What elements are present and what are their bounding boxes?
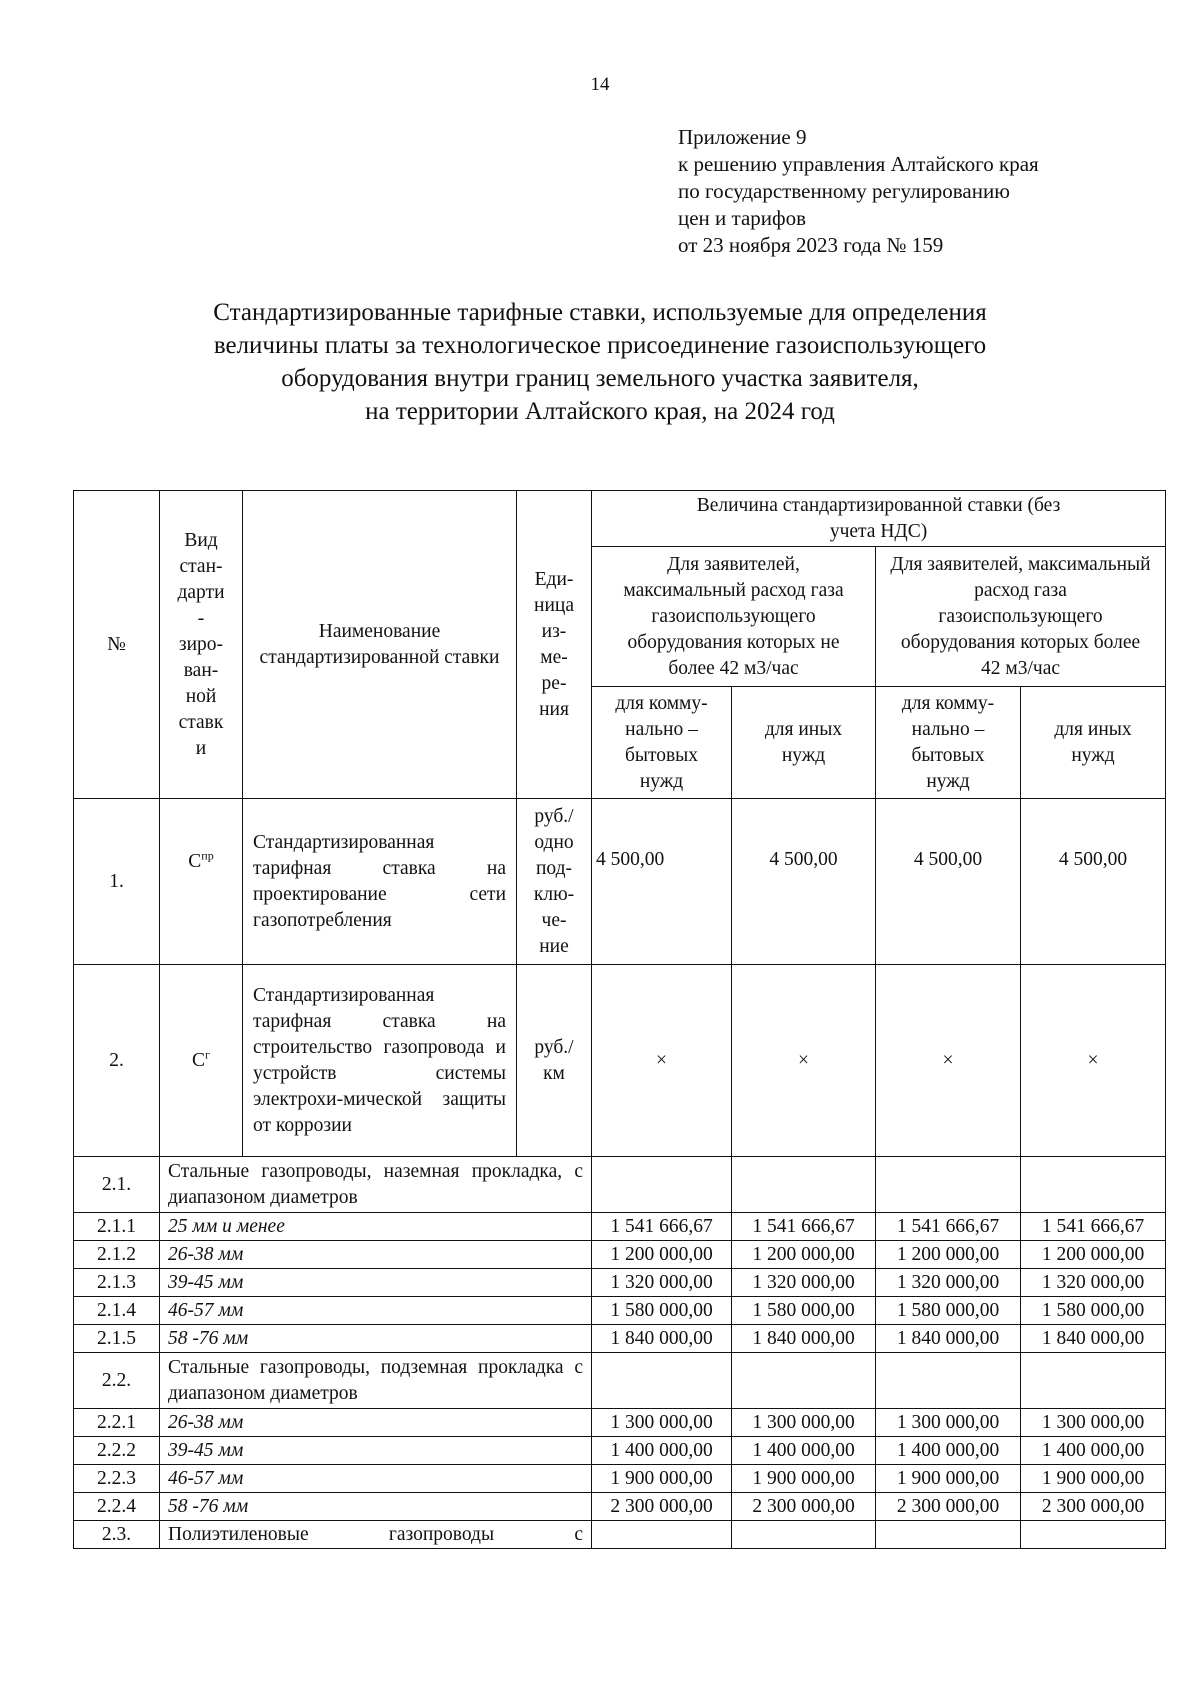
row-value: 1 541 666,67 bbox=[876, 1213, 1021, 1241]
row-value: 1 900 000,00 bbox=[1021, 1465, 1166, 1493]
row-name: Стандартизированная тарифная ставка на проектирование сети газопотребления bbox=[243, 799, 517, 965]
table-row bbox=[74, 1465, 1166, 1493]
tariff-table bbox=[73, 490, 1166, 1549]
row-value: 1 320 000,00 bbox=[732, 1269, 876, 1297]
row-value: × bbox=[1021, 965, 1166, 1157]
row-value bbox=[1021, 1353, 1166, 1409]
row-value bbox=[732, 1157, 876, 1213]
row-code: $С^г$ bbox=[160, 965, 243, 1157]
row-value: 2 300 000,00 bbox=[592, 1493, 732, 1521]
table-row bbox=[74, 1241, 1166, 1269]
row-value: 4 500,00 bbox=[732, 799, 876, 965]
section-row bbox=[74, 1521, 1166, 1549]
row-value: 1 541 666,67 bbox=[732, 1213, 876, 1241]
row-value: 1 300 000,00 bbox=[1021, 1409, 1166, 1437]
row-value: 1 840 000,00 bbox=[876, 1325, 1021, 1353]
row-value: 1 840 000,00 bbox=[732, 1325, 876, 1353]
title-line: Стандартизированные тарифные ставки, используемые для определения bbox=[213, 299, 987, 326]
row-value: 1 400 000,00 bbox=[592, 1437, 732, 1465]
row-num: 2.1.2 bbox=[74, 1241, 160, 1269]
row-value: 1 320 000,00 bbox=[876, 1269, 1021, 1297]
row-name: 46-57 мм bbox=[160, 1297, 592, 1325]
row-value: 1 300 000,00 bbox=[732, 1409, 876, 1437]
header-group-gt42: Для заявителей, максимальный расход газа газоиспользующего оборудования которых более 42 м3/час bbox=[876, 547, 1166, 687]
row-name: 26-38 мм bbox=[160, 1409, 592, 1437]
row-name: 26-38 мм bbox=[160, 1241, 592, 1269]
row-unit: руб./ одно под- клю- че- ние bbox=[517, 799, 592, 965]
section-name: Стальные газопроводы, наземная прокладка, с диапазоном диаметров bbox=[160, 1157, 592, 1213]
row-value bbox=[732, 1353, 876, 1409]
row-value: 1 580 000,00 bbox=[1021, 1297, 1166, 1325]
row-value: 4 500,00 bbox=[592, 799, 732, 965]
table-row bbox=[74, 1269, 1166, 1297]
row-value: 1 580 000,00 bbox=[876, 1297, 1021, 1325]
row-num: 1. bbox=[74, 799, 160, 965]
row-name: Стандартизированная тарифная ставка на строительство газопровода и устройств системы электрохи-мической защиты от коррозии bbox=[243, 965, 517, 1157]
row-name: 58 -76 мм bbox=[160, 1493, 592, 1521]
appendix-line: цен и тарифов bbox=[678, 206, 807, 230]
row-value: 1 300 000,00 bbox=[876, 1409, 1021, 1437]
row-num: 2.2.4 bbox=[74, 1493, 160, 1521]
row-num: 2.1.5 bbox=[74, 1325, 160, 1353]
row-value: 1 400 000,00 bbox=[1021, 1437, 1166, 1465]
header-communal: для комму-нально – бытовых нужд bbox=[592, 687, 732, 799]
header-name: Наименование стандартизированной ставки bbox=[243, 491, 517, 799]
row-num: 2.1.1 bbox=[74, 1213, 160, 1241]
row-name: 58 -76 мм bbox=[160, 1325, 592, 1353]
row-value: × bbox=[732, 965, 876, 1157]
row-name: 39-45 мм bbox=[160, 1269, 592, 1297]
section-name: Стальные газопроводы, подземная прокладка с диапазоном диаметров bbox=[160, 1353, 592, 1409]
row-value: 1 840 000,00 bbox=[592, 1325, 732, 1353]
row-value: 1 580 000,00 bbox=[732, 1297, 876, 1325]
row-value: 1 580 000,00 bbox=[592, 1297, 732, 1325]
row-value: 1 840 000,00 bbox=[1021, 1325, 1166, 1353]
table-row bbox=[74, 965, 1166, 1157]
section-name: Полиэтиленовые газопроводы с bbox=[160, 1521, 592, 1549]
title-line: на территории Алтайского края, на 2024 год bbox=[365, 398, 835, 425]
table-row bbox=[74, 1297, 1166, 1325]
header-other: для иных нужд bbox=[732, 687, 876, 799]
table-row bbox=[74, 1213, 1166, 1241]
row-value: 1 200 000,00 bbox=[732, 1241, 876, 1269]
row-value bbox=[732, 1521, 876, 1549]
row-num: 2.2.2 bbox=[74, 1437, 160, 1465]
row-value bbox=[1021, 1521, 1166, 1549]
row-num: 2.1.3 bbox=[74, 1269, 160, 1297]
row-value: 4 500,00 bbox=[1021, 799, 1166, 965]
row-value: 1 541 666,67 bbox=[592, 1213, 732, 1241]
table-row bbox=[74, 1493, 1166, 1521]
header-group-le42: Для заявителей, максимальный расход газа газоиспользующего оборудования которых не более 42 м3/час bbox=[592, 547, 876, 687]
header-unit: Еди- ница из- ме- ре- ния bbox=[517, 491, 592, 799]
row-num: 2.2.3 bbox=[74, 1465, 160, 1493]
title-line: величины платы за технологическое присоединение газоиспользующего bbox=[213, 332, 987, 359]
appendix-line: Приложение 9 bbox=[678, 125, 807, 149]
row-value: 1 900 000,00 bbox=[592, 1465, 732, 1493]
section-row bbox=[74, 1353, 1166, 1409]
row-value: 1 900 000,00 bbox=[732, 1465, 876, 1493]
row-value: 1 400 000,00 bbox=[876, 1437, 1021, 1465]
row-value: 1 320 000,00 bbox=[1021, 1269, 1166, 1297]
row-code: $С^{пр}$ bbox=[160, 799, 243, 965]
table-row bbox=[74, 1325, 1166, 1353]
row-value: 1 541 666,67 bbox=[1021, 1213, 1166, 1241]
table-row bbox=[74, 799, 1166, 965]
row-value: 1 900 000,00 bbox=[876, 1465, 1021, 1493]
row-num: 2.2. bbox=[74, 1353, 160, 1409]
document-title bbox=[120, 296, 1080, 428]
row-value: 2 300 000,00 bbox=[732, 1493, 876, 1521]
row-value: 2 300 000,00 bbox=[876, 1493, 1021, 1521]
header-type: Вид стан- дарти - зиро- ван- ной ставк и bbox=[160, 491, 243, 799]
row-num: 2.1. bbox=[74, 1157, 160, 1213]
header-num: № bbox=[74, 491, 160, 799]
row-value: 1 200 000,00 bbox=[592, 1241, 732, 1269]
row-value: 1 320 000,00 bbox=[592, 1269, 732, 1297]
title-line: оборудования внутри границ земельного участка заявителя, bbox=[281, 365, 919, 392]
row-value: 4 500,00 bbox=[876, 799, 1021, 965]
appendix-reference bbox=[678, 124, 1039, 259]
section-row bbox=[74, 1157, 1166, 1213]
appendix-line: к решению управления Алтайского края bbox=[678, 152, 1039, 176]
header-row bbox=[74, 491, 1166, 547]
page-number: 14 bbox=[590, 74, 610, 95]
row-value: × bbox=[592, 965, 732, 1157]
row-num: 2.3. bbox=[74, 1521, 160, 1549]
row-value: 1 400 000,00 bbox=[732, 1437, 876, 1465]
row-value: 2 300 000,00 bbox=[1021, 1493, 1166, 1521]
header-value-group: Величина стандартизированной ставки (без учета НДС) bbox=[592, 491, 1166, 547]
row-value bbox=[876, 1157, 1021, 1213]
row-num: 2.1.4 bbox=[74, 1297, 160, 1325]
row-value bbox=[592, 1157, 732, 1213]
row-value: × bbox=[876, 965, 1021, 1157]
appendix-line: от 23 ноября 2023 года № 159 bbox=[678, 233, 944, 257]
row-unit: руб./ км bbox=[517, 965, 592, 1157]
row-value bbox=[876, 1521, 1021, 1549]
appendix-line: по государственному регулированию bbox=[678, 179, 1010, 203]
row-value bbox=[876, 1353, 1021, 1409]
row-value: 1 300 000,00 bbox=[592, 1409, 732, 1437]
row-name: 25 мм и менее bbox=[160, 1213, 592, 1241]
row-value: 1 200 000,00 bbox=[876, 1241, 1021, 1269]
row-name: 46-57 мм bbox=[160, 1465, 592, 1493]
row-value bbox=[1021, 1157, 1166, 1213]
row-value bbox=[592, 1521, 732, 1549]
row-num: 2. bbox=[74, 965, 160, 1157]
row-value: 1 200 000,00 bbox=[1021, 1241, 1166, 1269]
table-row bbox=[74, 1437, 1166, 1465]
table-row bbox=[74, 1409, 1166, 1437]
header-other: для иных нужд bbox=[1021, 687, 1166, 799]
row-num: 2.2.1 bbox=[74, 1409, 160, 1437]
row-value bbox=[592, 1353, 732, 1409]
header-communal: для комму-нально – бытовых нужд bbox=[876, 687, 1021, 799]
row-name: 39-45 мм bbox=[160, 1437, 592, 1465]
